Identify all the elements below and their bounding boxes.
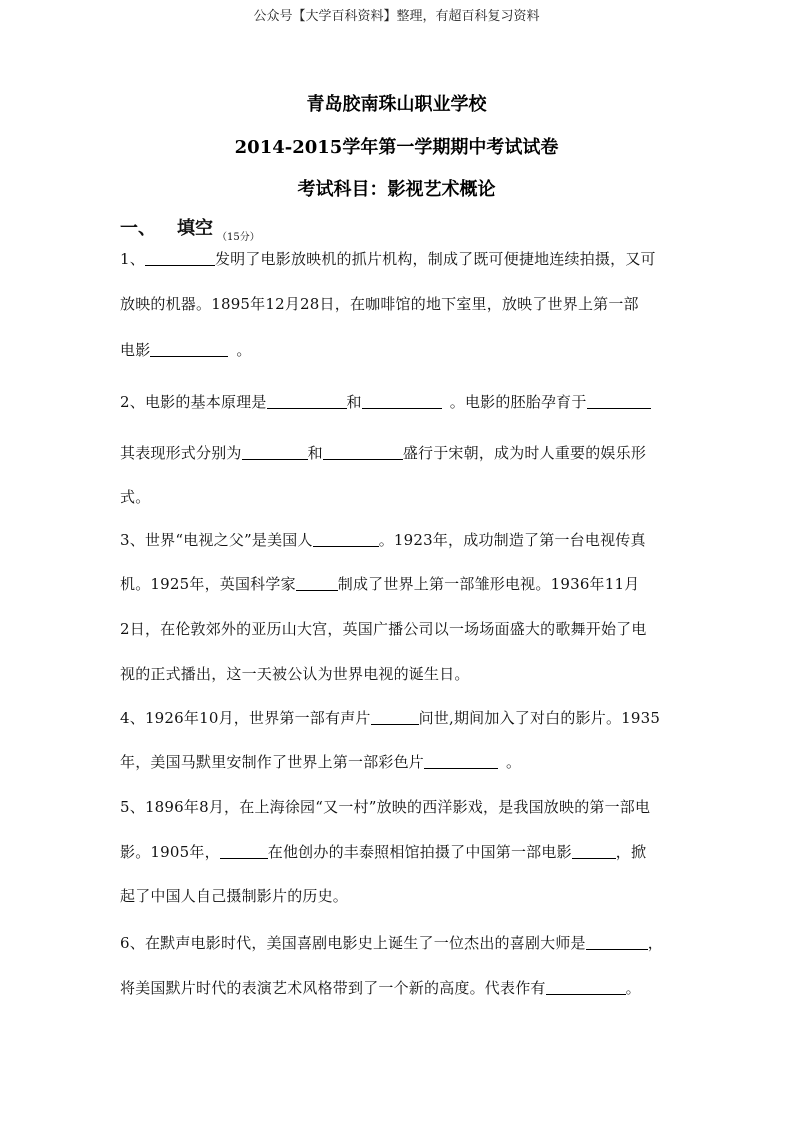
q2-and: 和 [346,393,362,411]
q2-text: 。电影的胚胎孕育于 [449,393,587,411]
question-3-line-2 [120,574,680,594]
q6-end: 。 [625,979,641,997]
question-4-line-1 [120,708,680,728]
q1-text-2: 电影 [120,341,151,359]
q1-text: 发明了电影放映机的抓片机构，制成了既可便捷地连续拍摄，又可 [214,250,656,268]
q6-text: 将美国默片时代的表演艺术风格带到了一个新的高度。代表作有 [120,979,546,997]
question-3-line-3: 2日，在伦敦郊外的亚历山大宫，英国广播公司以一场场面盛大的歌舞开始了电 [120,620,647,638]
question-1-line-2: 放映的机器。1895年12月28日，在咖啡馆的地下室里，放映了世界上第一部 [120,295,639,313]
question-3-line-4: 视的正式播出，这一天被公认为世界电视的诞生日。 [120,665,470,683]
section-points: （15分） [217,232,260,243]
question-1-line-3 [120,340,680,360]
question-2-line-2 [120,443,680,463]
answer-blank-14[interactable] [586,934,648,950]
exam-title: 2014-2015学年第一学期期中考试试卷 [234,137,559,158]
q4-end: 。 [506,753,522,771]
question-3-line-1 [120,530,680,550]
answer-blank-4[interactable] [362,393,442,409]
question-6-line-1 [120,933,680,953]
q1-prefix: 1、 [120,250,145,268]
answer-blank-7[interactable] [323,444,403,460]
answer-blank-9[interactable] [296,575,338,591]
header-note: 公众号【大学百科资料】整理，有超百科复习资料 [253,9,540,24]
q6-prefix: 6、在默声电影时代，美国喜剧电影史上诞生了一位杰出的喜剧大师是 [120,934,586,952]
question-5-line-3: 起了中国人自己摄制影片的历史。 [120,887,349,905]
answer-blank-10[interactable] [371,709,419,725]
answer-blank-5[interactable] [587,393,651,409]
section-heading [120,214,260,243]
q4-text: 问世,期间加入了对白的影片。1935 [418,709,661,727]
q2-text-3: 盛行于宋朝，成为时人重要的娱乐形 [402,444,647,462]
q2-text-2: 其表现形式分别为 [120,444,242,462]
school-name: 青岛胶南珠山职业学校 [306,94,487,115]
exam-subject: 考试科目：影视艺术概论 [297,179,496,200]
q5-text-3: ，掀 [615,843,647,861]
question-2-line-1 [120,392,680,412]
q3-text-3: 制成了世界上第一部雏形电视。1936年11月 [337,575,640,593]
q4-text-2: 年，美国马默里安制作了世界上第一部彩色片 [120,753,425,771]
q3-text: 。1923年，成功制造了第一台电视传真 [378,531,646,549]
question-2-line-3: 式。 [120,488,151,506]
answer-blank-2[interactable] [150,341,228,357]
q3-text-2: 机。1925年，英国科学家 [120,575,296,593]
answer-blank-1[interactable] [145,250,215,266]
answer-blank-11[interactable] [424,753,498,769]
answer-blank-15[interactable] [546,979,626,995]
section-title: 填空 [177,218,213,239]
q2-and-2: 和 [307,444,323,462]
question-5-line-1: 5、1896年8月，在上海徐园“又一村”放映的西洋影戏，是我国放映的第一部电 [120,798,651,816]
question-1-line-1 [120,249,680,269]
question-6-line-2 [120,978,680,998]
answer-blank-6[interactable] [242,444,308,460]
q4-prefix: 4、1926年10月，世界第一部有声片 [120,709,371,727]
answer-blank-13[interactable] [572,843,616,859]
question-5-line-2 [120,842,680,862]
q3-prefix: 3、世界“电视之父”是美国人 [120,531,313,549]
q1-end: 。 [236,341,252,359]
q2-prefix: 2、电影的基本原理是 [120,393,267,411]
question-4-line-2 [120,752,680,772]
answer-blank-12[interactable] [220,843,268,859]
q6-comma: ， [647,934,663,952]
section-number: 一、 [120,218,156,239]
q5-text: 影。1905年， [120,843,220,861]
q5-text-2: 在他创办的丰泰照相馆拍摄了中国第一部电影 [267,843,572,861]
answer-blank-8[interactable] [313,531,379,547]
answer-blank-3[interactable] [267,393,347,409]
